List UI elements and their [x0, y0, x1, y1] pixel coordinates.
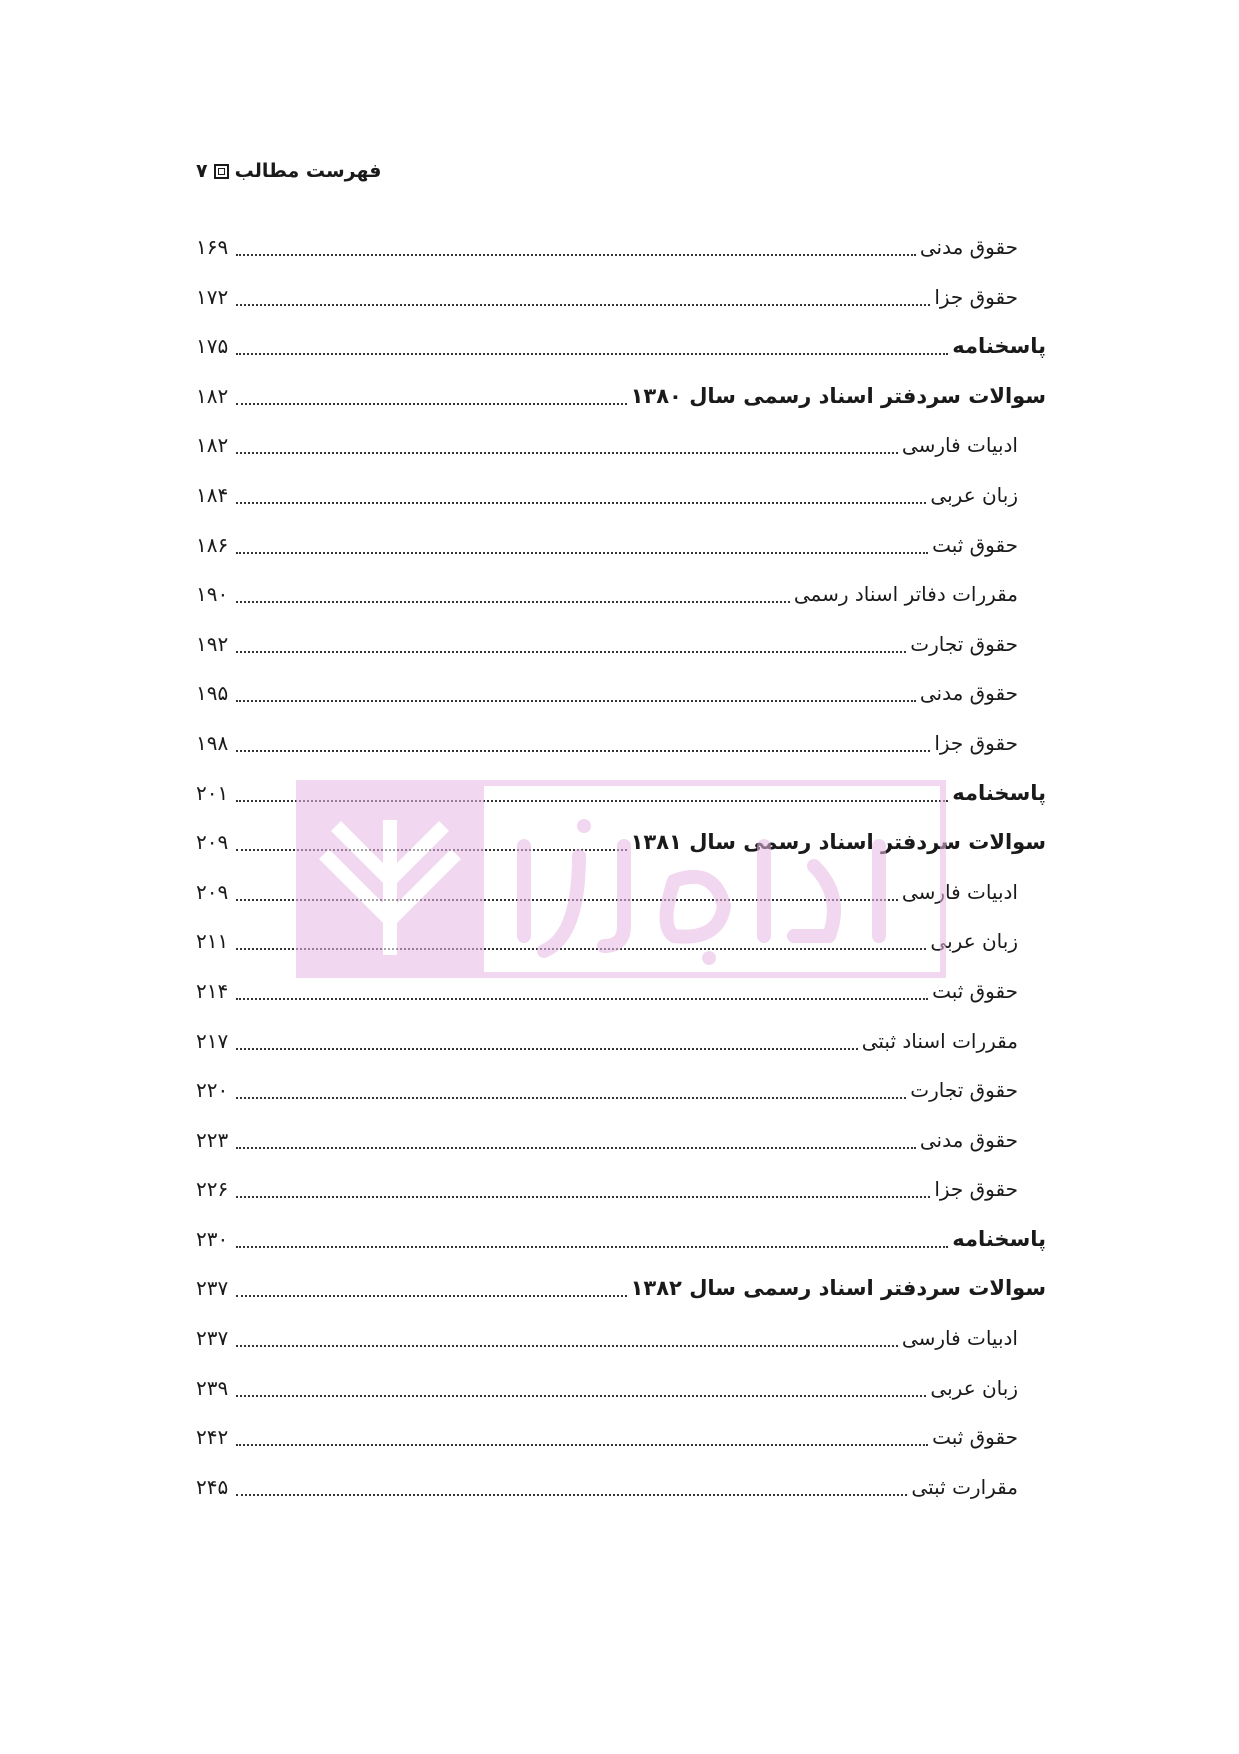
toc-entry — [196, 926, 1046, 976]
header-title: فهرست مطالب — [234, 160, 382, 182]
toc-entry-title: ادبیات فارسی — [901, 1326, 1018, 1351]
toc-entry-page: ۱۷۵ — [196, 334, 229, 359]
page-header — [196, 160, 381, 182]
toc-leader-dots — [236, 530, 928, 554]
toc-entry-page: ۱۶۹ — [196, 235, 229, 259]
toc-entry-title: ادبیات فارسی — [901, 879, 1018, 904]
toc-entry-page: ۲۱۴ — [196, 978, 229, 1003]
toc-entry — [196, 1224, 1046, 1274]
toc-entry — [196, 1422, 1046, 1472]
toc-leader-dots — [236, 1174, 930, 1198]
toc-entry — [196, 728, 1046, 778]
toc-entry-page: ۲۲۰ — [196, 1078, 229, 1103]
table-of-contents — [196, 232, 1046, 1521]
toc-entry — [196, 976, 1046, 1026]
toc-entry-page: ۱۸۶ — [196, 532, 229, 557]
toc-entry-title: مقررات اسناد ثبتی — [861, 1028, 1018, 1053]
toc-entry-page: ۱۸۲ — [196, 433, 229, 458]
toc-entry-title: حقوق ثبت — [932, 978, 1018, 1003]
toc-entry — [196, 1472, 1046, 1522]
toc-entry-page: ۲۳۰ — [196, 1226, 229, 1251]
toc-leader-dots — [236, 778, 948, 802]
square-ornament-icon — [214, 164, 229, 179]
toc-entry — [196, 1174, 1046, 1224]
toc-entry — [196, 827, 1046, 877]
toc-entry — [196, 480, 1046, 530]
toc-entry-title: زبان عربی — [930, 929, 1018, 954]
toc-entry-page: ۱۹۵ — [196, 681, 229, 706]
toc-entry-page: ۱۹۸ — [196, 730, 229, 755]
toc-leader-dots — [236, 1125, 916, 1149]
toc-entry — [196, 331, 1046, 381]
toc-entry-page: ۲۰۹ — [196, 879, 229, 904]
toc-entry — [196, 1373, 1046, 1423]
toc-leader-dots — [236, 1422, 928, 1446]
toc-leader-dots — [236, 1026, 858, 1050]
toc-leader-dots — [236, 381, 627, 405]
toc-entry-page: ۱۸۴ — [196, 482, 229, 507]
toc-entry-title: حقوق جزا — [934, 284, 1018, 309]
toc-entry-title: حقوق مدنی — [919, 681, 1018, 706]
toc-entry-title: سوالات سردفتر اسناد رسمی سال ۱۳۸۱ — [630, 830, 1046, 855]
toc-entry-page: ۲۴۵ — [196, 1474, 229, 1499]
toc-entry-page: ۲۲۳ — [196, 1127, 229, 1152]
toc-entry-page: ۱۹۰ — [196, 582, 229, 607]
toc-entry-page: ۲۰۱ — [196, 780, 229, 805]
toc-leader-dots — [236, 282, 930, 306]
toc-entry-page: ۲۴۲ — [196, 1425, 229, 1450]
toc-entry-title: پاسخنامه — [952, 1226, 1046, 1251]
toc-entry-title: پاسخنامه — [952, 334, 1046, 359]
toc-leader-dots — [236, 1472, 907, 1496]
toc-leader-dots — [236, 579, 790, 603]
toc-entry-page: ۱۹۲ — [196, 631, 229, 656]
toc-entry — [196, 1323, 1046, 1373]
toc-entry — [196, 678, 1046, 728]
toc-entry — [196, 778, 1046, 828]
toc-entry — [196, 1075, 1046, 1125]
toc-entry — [196, 1273, 1046, 1323]
toc-entry-title: زبان عربی — [930, 482, 1018, 507]
toc-entry-page: ۲۳۷ — [196, 1326, 229, 1351]
toc-entry-title: زبان عربی — [930, 1375, 1018, 1400]
toc-entry-title: حقوق مدنی — [919, 1127, 1018, 1152]
toc-entry-title: سوالات سردفتر اسناد رسمی سال ۱۳۸۰ — [630, 383, 1046, 408]
toc-entry-page: ۱۷۲ — [196, 284, 229, 309]
toc-entry-title: حقوق جزا — [934, 1177, 1018, 1202]
toc-entry-title: حقوق ثبت — [932, 532, 1018, 557]
toc-entry-title: حقوق تجارت — [910, 1078, 1018, 1103]
toc-leader-dots — [236, 1323, 898, 1347]
toc-entry-title: حقوق جزا — [934, 730, 1018, 755]
toc-entry-title: مقررات دفاتر اسناد رسمی — [793, 582, 1018, 607]
toc-leader-dots — [236, 827, 627, 851]
toc-leader-dots — [236, 430, 898, 454]
toc-entry-page: ۲۳۹ — [196, 1375, 229, 1400]
toc-entry-title: حقوق تجارت — [910, 631, 1018, 656]
toc-entry-page: ۲۱۷ — [196, 1028, 229, 1053]
toc-leader-dots — [236, 877, 898, 901]
header-page-number: ۷ — [196, 160, 208, 182]
toc-leader-dots — [236, 1075, 906, 1099]
toc-leader-dots — [236, 232, 916, 256]
toc-entry-title: سوالات سردفتر اسناد رسمی سال ۱۳۸۲ — [630, 1276, 1046, 1301]
toc-entry — [196, 430, 1046, 480]
toc-leader-dots — [236, 331, 948, 355]
toc-entry — [196, 629, 1046, 679]
toc-entry — [196, 232, 1046, 282]
toc-entry — [196, 579, 1046, 629]
toc-entry — [196, 282, 1046, 332]
toc-entry — [196, 530, 1046, 580]
toc-entry-title: حقوق ثبت — [932, 1425, 1018, 1450]
toc-leader-dots — [236, 629, 906, 653]
toc-entry-page: ۲۰۹ — [196, 830, 229, 855]
toc-leader-dots — [236, 480, 926, 504]
toc-entry — [196, 381, 1046, 431]
toc-leader-dots — [236, 926, 926, 950]
toc-entry-page: ۲۲۶ — [196, 1177, 229, 1202]
toc-entry — [196, 1125, 1046, 1175]
toc-leader-dots — [236, 1373, 926, 1397]
toc-entry — [196, 877, 1046, 927]
toc-entry-title: پاسخنامه — [952, 780, 1046, 805]
toc-entry-page: ۱۸۲ — [196, 383, 229, 408]
toc-entry-title: ادبیات فارسی — [901, 433, 1018, 458]
toc-leader-dots — [236, 1273, 627, 1297]
toc-leader-dots — [236, 678, 916, 702]
toc-leader-dots — [236, 728, 930, 752]
toc-entry-title: مقرارت ثبتی — [911, 1474, 1018, 1499]
toc-entry-page: ۲۳۷ — [196, 1276, 229, 1301]
toc-entry — [196, 1026, 1046, 1076]
toc-entry-title: حقوق مدنی — [919, 235, 1018, 259]
toc-leader-dots — [236, 976, 928, 1000]
toc-leader-dots — [236, 1224, 948, 1248]
toc-entry-page: ۲۱۱ — [196, 929, 229, 954]
